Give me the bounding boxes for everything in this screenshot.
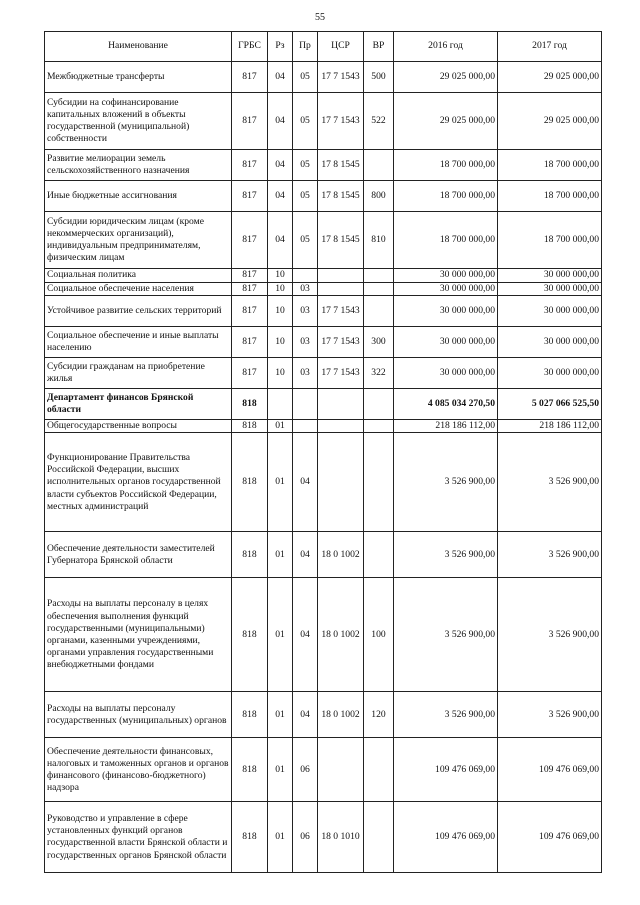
cell-grbs: 817 xyxy=(232,93,268,150)
cell-rz: 01 xyxy=(268,433,293,532)
cell-2016: 18 700 000,00 xyxy=(394,212,498,269)
cell-2017: 30 000 000,00 xyxy=(498,269,602,283)
cell-name: Развитие мелиорации земель сельскохозяйственного назначения xyxy=(45,150,232,181)
cell-grbs: 817 xyxy=(232,212,268,269)
cell-rz: 04 xyxy=(268,150,293,181)
cell-pr: 05 xyxy=(293,150,318,181)
cell-grbs: 817 xyxy=(232,296,268,327)
cell-name: Расходы на выплаты персоналу государственных (муниципальных) органов xyxy=(45,692,232,738)
col-header-2016: 2016 год xyxy=(394,32,498,62)
cell-rz: 04 xyxy=(268,181,293,212)
cell-name: Социальное обеспечение и иные выплаты населению xyxy=(45,327,232,358)
cell-rz: 04 xyxy=(268,212,293,269)
cell-pr: 05 xyxy=(293,212,318,269)
cell-name: Иные бюджетные ассигнования xyxy=(45,181,232,212)
cell-vr xyxy=(364,389,394,420)
table-row xyxy=(45,692,602,738)
table-row xyxy=(45,283,602,296)
cell-2017: 3 526 900,00 xyxy=(498,433,602,532)
cell-grbs: 818 xyxy=(232,420,268,433)
cell-vr: 522 xyxy=(364,93,394,150)
cell-2016: 29 025 000,00 xyxy=(394,93,498,150)
cell-pr: 04 xyxy=(293,578,318,692)
cell-csr: 17 8 1545 xyxy=(318,181,364,212)
cell-grbs: 818 xyxy=(232,692,268,738)
cell-grbs: 817 xyxy=(232,283,268,296)
cell-name: Субсидии на софинансирование капитальных вложений в объекты государственной (муниципальной) собственности xyxy=(45,93,232,150)
cell-pr: 03 xyxy=(293,358,318,389)
cell-pr: 03 xyxy=(293,296,318,327)
cell-csr: 17 7 1543 xyxy=(318,358,364,389)
cell-2016: 218 186 112,00 xyxy=(394,420,498,433)
cell-name: Департамент финансов Брянской области xyxy=(45,389,232,420)
cell-vr xyxy=(364,532,394,578)
cell-rz: 01 xyxy=(268,692,293,738)
cell-vr: 100 xyxy=(364,578,394,692)
cell-csr: 18 0 1002 xyxy=(318,532,364,578)
cell-2016: 18 700 000,00 xyxy=(394,181,498,212)
cell-name: Устойчивое развитие сельских территорий xyxy=(45,296,232,327)
cell-vr: 300 xyxy=(364,327,394,358)
cell-grbs: 817 xyxy=(232,358,268,389)
cell-grbs: 817 xyxy=(232,181,268,212)
table-row xyxy=(45,93,602,150)
cell-pr xyxy=(293,420,318,433)
cell-csr: 17 8 1545 xyxy=(318,212,364,269)
cell-rz: 01 xyxy=(268,420,293,433)
cell-grbs: 817 xyxy=(232,150,268,181)
cell-name: Субсидии гражданам на приобретение жилья xyxy=(45,358,232,389)
cell-pr: 05 xyxy=(293,93,318,150)
cell-2016: 4 085 034 270,50 xyxy=(394,389,498,420)
cell-2016: 3 526 900,00 xyxy=(394,692,498,738)
cell-csr xyxy=(318,269,364,283)
cell-2017: 18 700 000,00 xyxy=(498,181,602,212)
cell-2017: 18 700 000,00 xyxy=(498,150,602,181)
table-row xyxy=(45,269,602,283)
cell-csr: 17 7 1543 xyxy=(318,296,364,327)
cell-grbs: 818 xyxy=(232,802,268,873)
col-header-name: Наименование xyxy=(45,32,232,62)
cell-pr xyxy=(293,269,318,283)
cell-vr xyxy=(364,269,394,283)
cell-vr: 810 xyxy=(364,212,394,269)
cell-2017: 3 526 900,00 xyxy=(498,578,602,692)
cell-2017: 30 000 000,00 xyxy=(498,358,602,389)
cell-csr xyxy=(318,738,364,802)
cell-name: Межбюджетные трансферты xyxy=(45,62,232,93)
cell-grbs: 818 xyxy=(232,389,268,420)
cell-name: Расходы на выплаты персоналу в целях обеспечения выполнения функций государственными (муниципальными) органами, казенными учреждениями, органами управления государственными внебюджетными фондами xyxy=(45,578,232,692)
cell-csr: 17 7 1543 xyxy=(318,327,364,358)
cell-2017: 18 700 000,00 xyxy=(498,212,602,269)
cell-2017: 218 186 112,00 xyxy=(498,420,602,433)
cell-csr: 18 0 1002 xyxy=(318,692,364,738)
cell-name: Социальная политика xyxy=(45,269,232,283)
cell-rz: 04 xyxy=(268,93,293,150)
cell-pr xyxy=(293,389,318,420)
cell-rz: 01 xyxy=(268,532,293,578)
cell-pr: 06 xyxy=(293,738,318,802)
cell-2016: 29 025 000,00 xyxy=(394,62,498,93)
table-row xyxy=(45,420,602,433)
cell-vr xyxy=(364,420,394,433)
cell-pr: 04 xyxy=(293,532,318,578)
budget-table xyxy=(44,31,602,873)
table-row xyxy=(45,802,602,873)
cell-vr xyxy=(364,433,394,532)
cell-2016: 30 000 000,00 xyxy=(394,296,498,327)
cell-2016: 3 526 900,00 xyxy=(394,433,498,532)
page-number: 55 xyxy=(315,12,325,23)
table-row xyxy=(45,212,602,269)
cell-name: Субсидии юридическим лицам (кроме некоммерческих организаций), индивидуальным предпринимателям, физическим лицам xyxy=(45,212,232,269)
cell-vr: 120 xyxy=(364,692,394,738)
cell-2017: 109 476 069,00 xyxy=(498,802,602,873)
table-row xyxy=(45,738,602,802)
cell-grbs: 818 xyxy=(232,532,268,578)
cell-2017: 29 025 000,00 xyxy=(498,62,602,93)
cell-2017: 3 526 900,00 xyxy=(498,692,602,738)
cell-csr: 17 8 1545 xyxy=(318,150,364,181)
table-row xyxy=(45,358,602,389)
cell-rz: 10 xyxy=(268,358,293,389)
cell-pr: 05 xyxy=(293,62,318,93)
cell-vr xyxy=(364,150,394,181)
cell-vr: 800 xyxy=(364,181,394,212)
cell-rz: 01 xyxy=(268,578,293,692)
table-row xyxy=(45,532,602,578)
cell-name: Социальное обеспечение населения xyxy=(45,283,232,296)
cell-grbs: 818 xyxy=(232,738,268,802)
cell-rz: 01 xyxy=(268,738,293,802)
cell-vr xyxy=(364,802,394,873)
table-row xyxy=(45,181,602,212)
cell-rz: 04 xyxy=(268,62,293,93)
col-header-csr: ЦСР xyxy=(318,32,364,62)
table-row xyxy=(45,433,602,532)
col-header-grbs: ГРБС xyxy=(232,32,268,62)
cell-rz xyxy=(268,389,293,420)
cell-name: Обеспечение деятельности заместителей Губернатора Брянской области xyxy=(45,532,232,578)
cell-csr: 17 7 1543 xyxy=(318,62,364,93)
cell-csr: 18 0 1010 xyxy=(318,802,364,873)
cell-rz: 10 xyxy=(268,296,293,327)
cell-name: Руководство и управление в сфере установленных функций органов государственной власти Брянской области и государственных органов Брянской области xyxy=(45,802,232,873)
col-header-2017: 2017 год xyxy=(498,32,602,62)
cell-rz: 10 xyxy=(268,283,293,296)
cell-csr: 17 7 1543 xyxy=(318,93,364,150)
cell-csr: 18 0 1002 xyxy=(318,578,364,692)
cell-pr: 06 xyxy=(293,802,318,873)
cell-2016: 109 476 069,00 xyxy=(394,802,498,873)
table-row xyxy=(45,296,602,327)
table-row xyxy=(45,389,602,420)
cell-2016: 3 526 900,00 xyxy=(394,532,498,578)
cell-rz: 10 xyxy=(268,269,293,283)
cell-name: Функционирование Правительства Российской Федерации, высших исполнительных органов государственной власти субъектов Российской Федерации, местных администраций xyxy=(45,433,232,532)
cell-vr: 500 xyxy=(364,62,394,93)
cell-csr xyxy=(318,283,364,296)
cell-2017: 29 025 000,00 xyxy=(498,93,602,150)
table-row xyxy=(45,62,602,93)
cell-name: Общегосударственные вопросы xyxy=(45,420,232,433)
cell-2017: 30 000 000,00 xyxy=(498,283,602,296)
cell-2017: 3 526 900,00 xyxy=(498,532,602,578)
col-header-pr: Пр xyxy=(293,32,318,62)
cell-2016: 18 700 000,00 xyxy=(394,150,498,181)
cell-vr xyxy=(364,296,394,327)
cell-pr: 05 xyxy=(293,181,318,212)
cell-pr: 04 xyxy=(293,433,318,532)
cell-vr xyxy=(364,283,394,296)
cell-pr: 04 xyxy=(293,692,318,738)
cell-vr: 322 xyxy=(364,358,394,389)
cell-vr xyxy=(364,738,394,802)
table-row xyxy=(45,327,602,358)
table-header-row xyxy=(45,32,602,62)
cell-rz: 10 xyxy=(268,327,293,358)
cell-2016: 3 526 900,00 xyxy=(394,578,498,692)
cell-2017: 109 476 069,00 xyxy=(498,738,602,802)
col-header-vr: ВР xyxy=(364,32,394,62)
cell-2017: 30 000 000,00 xyxy=(498,296,602,327)
cell-grbs: 818 xyxy=(232,578,268,692)
cell-grbs: 817 xyxy=(232,269,268,283)
cell-csr xyxy=(318,389,364,420)
cell-grbs: 818 xyxy=(232,433,268,532)
cell-2016: 30 000 000,00 xyxy=(394,327,498,358)
table-row xyxy=(45,150,602,181)
table-row xyxy=(45,578,602,692)
cell-csr xyxy=(318,420,364,433)
cell-2016: 109 476 069,00 xyxy=(394,738,498,802)
cell-pr: 03 xyxy=(293,283,318,296)
cell-2016: 30 000 000,00 xyxy=(394,358,498,389)
cell-name: Обеспечение деятельности финансовых, налоговых и таможенных органов и органов финансового (финансово-бюджетного) надзора xyxy=(45,738,232,802)
col-header-rz: Рз xyxy=(268,32,293,62)
cell-grbs: 817 xyxy=(232,62,268,93)
cell-pr: 03 xyxy=(293,327,318,358)
cell-rz: 01 xyxy=(268,802,293,873)
cell-2017: 5 027 066 525,50 xyxy=(498,389,602,420)
cell-csr xyxy=(318,433,364,532)
cell-2016: 30 000 000,00 xyxy=(394,283,498,296)
cell-2016: 30 000 000,00 xyxy=(394,269,498,283)
cell-2017: 30 000 000,00 xyxy=(498,327,602,358)
cell-grbs: 817 xyxy=(232,327,268,358)
